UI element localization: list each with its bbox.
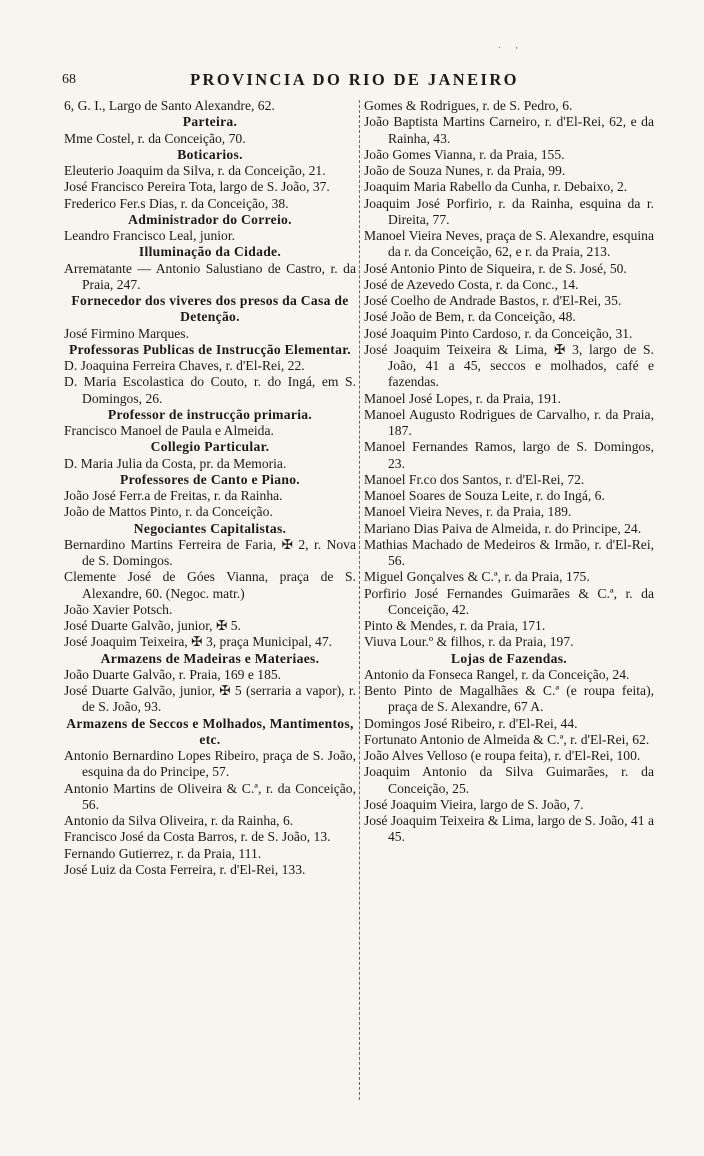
directory-entry: Mariano Dias Paiva de Almeida, r. do Principe, 24. xyxy=(364,520,642,536)
directory-entry: Manoel José Lopes, r. da Praia, 191. xyxy=(364,390,562,406)
section-heading: Armazens de Seccos e Molhados, Mantimentos, etc. xyxy=(66,715,354,747)
directory-entry: Miguel Gonçalves & C.ª, r. da Praia, 175. xyxy=(364,569,590,585)
directory-entry: Antonio da Silva Oliveira, r. da Rainha, 6. xyxy=(64,813,294,828)
directory-entry: Francisco Manoel de Paula e Almeida. xyxy=(64,423,274,438)
directory-entry: José Luiz da Costa Ferreira, r. d'El-Rei, 133. xyxy=(64,861,306,877)
corner-marks: . , xyxy=(498,40,524,51)
directory-entry: José Duarte Galvão, junior, ✠ 5. xyxy=(64,618,241,633)
directory-entry: Fernando Gutierrez, r. da Praia, 111. xyxy=(64,845,262,861)
directory-entry: José Duarte Galvão, junior, ✠ 5 (serraria a vapor), r. de S. João, 93. xyxy=(64,683,356,715)
directory-entry: Manoel Vieira Neves, praça de S. Alexandre, esquina da r. da Conceição, 62, e r. da Praia, 213. xyxy=(364,228,654,260)
section-heading: Collegio Particular. xyxy=(150,439,270,455)
directory-entry: Francisco José da Costa Barros, r. de S. João, 13. xyxy=(64,829,331,845)
directory-entry: José Joaquim Teixeira & Lima, ✠ 3, largo de S. João, 41 a 45, seccos e molhados, café e fazendas. xyxy=(364,341,654,390)
left-column xyxy=(64,98,356,878)
right-column xyxy=(364,98,654,846)
section-heading: Boticarios. xyxy=(177,146,243,162)
section-heading: Professores de Canto e Piano. xyxy=(120,471,300,487)
directory-entry: Viuva Lour.º & filhos, r. da Praia, 197. xyxy=(364,634,574,650)
column-divider xyxy=(359,100,360,1100)
directory-entry: José Joaquim Vieira, largo de S. João, 7. xyxy=(364,796,584,812)
directory-entry: José Joaquim Teixeira, ✠ 3, praça Municipal, 47. xyxy=(64,634,333,650)
directory-entry: D. Maria Julia da Costa, pr. da Memoria. xyxy=(64,455,287,471)
directory-entry: Mme Costel, r. da Conceição, 70. xyxy=(64,130,246,146)
directory-entry: Eleuterio Joaquim da Silva, r. da Conceição, 21. xyxy=(64,163,326,178)
page-number: 68 xyxy=(62,72,76,87)
directory-entry: Clemente José de Góes Vianna, praça de S. Alexandre, 60. (Negoc. matr.) xyxy=(64,569,356,601)
directory-entry: Antonio Bernardino Lopes Ribeiro, praça de S. João, esquina da do Principe, 57. xyxy=(64,748,356,780)
directory-entry: Leandro Francisco Leal, junior. xyxy=(64,228,235,243)
directory-entry: João Baptista Martins Carneiro, r. d'El-Rei, 62, e da Rainha, 43. xyxy=(364,114,654,146)
section-heading: Parteira. xyxy=(182,114,238,130)
directory-entry: Mathias Machado de Medeiros & Irmão, r. d'El-Rei, 56. xyxy=(364,536,654,568)
page-header xyxy=(62,70,647,92)
directory-entry: João José Ferr.a de Freitas, r. da Rainha. xyxy=(64,488,283,503)
directory-entry: Manoel Soares de Souza Leite, r. do Ingá, 6. xyxy=(364,488,605,503)
section-heading: Administrador do Correio. xyxy=(128,211,292,227)
directory-entry: Bernardino Martins Ferreira de Faria, ✠ 2, r. Nova de S. Domingos. xyxy=(64,536,356,568)
section-heading: Professor de instrucção primaria. xyxy=(107,406,313,422)
section-heading: Negociantes Capitalistas. xyxy=(133,520,287,536)
directory-entry: João Gomes Vianna, r. da Praia, 155. xyxy=(364,146,565,162)
directory-entry: José Firmino Marques. xyxy=(64,325,189,341)
directory-entry: Manoel Fr.co dos Santos, r. d'El-Rei, 72. xyxy=(364,471,585,487)
directory-entry: D. Maria Escolastica do Couto, r. do Ingá, em S. Domingos, 26. xyxy=(64,374,356,406)
directory-entry: José Joaquim Pinto Cardoso, r. da Conceição, 31. xyxy=(364,325,633,341)
directory-entry: Domingos José Ribeiro, r. d'El-Rei, 44. xyxy=(364,715,578,731)
directory-entry: João Xavier Potsch. xyxy=(64,601,173,617)
directory-entry: Antonio Martins de Oliveira & C.ª, r. da Conceição, 56. xyxy=(64,780,356,812)
directory-entry: José Joaquim Teixeira & Lima, largo de S. João, 41 a 45. xyxy=(364,813,654,845)
directory-entry: José Antonio Pinto de Siqueira, r. de S. José, 50. xyxy=(364,260,627,276)
directory-entry: João de Souza Nunes, r. da Praia, 99. xyxy=(364,163,566,178)
directory-entry: Joaquim José Porfirio, r. da Rainha, esquina da r. Direita, 77. xyxy=(364,195,654,227)
directory-entry: Manoel Augusto Rodrigues de Carvalho, r. da Praia, 187. xyxy=(364,406,654,438)
section-heading: Professoras Publicas de Instrucção Elementar. xyxy=(69,341,351,357)
section-heading: Lojas de Fazendas. xyxy=(450,650,568,666)
directory-entry: João de Mattos Pinto, r. da Conceição. xyxy=(64,504,273,520)
directory-entry: Manoel Vieira Neves, r. da Praia, 189. xyxy=(364,504,572,520)
directory-entry: Porfirio José Fernandes Guimarães & C.ª, r. da Conceição, 42. xyxy=(364,585,654,617)
directory-entry: João Alves Velloso (e roupa feita), r. d'El-Rei, 100. xyxy=(364,748,641,763)
directory-entry: José Francisco Pereira Tota, largo de S. João, 37. xyxy=(64,179,330,195)
directory-entry: Frederico Fer.s Dias, r. da Conceição, 38. xyxy=(64,195,289,211)
directory-entry: José Coelho de Andrade Bastos, r. d'El-Rei, 35. xyxy=(364,293,622,308)
page-title: PROVINCIA DO RIO DE JANEIRO xyxy=(190,70,519,89)
directory-entry: D. Joaquina Ferreira Chaves, r. d'El-Rei, 22. xyxy=(64,358,305,373)
directory-entry: Antonio da Fonseca Rangel, r. da Conceição, 24. xyxy=(364,666,630,682)
directory-entry: Joaquim Antonio da Silva Guimarães, r. da Conceição, 25. xyxy=(364,764,654,796)
directory-entry: Pinto & Mendes, r. da Praia, 171. xyxy=(364,618,546,633)
section-heading: Armazens de Madeiras e Materiaes. xyxy=(100,650,320,666)
directory-entry: 6, G. I., Largo de Santo Alexandre, 62. xyxy=(64,98,275,113)
directory-entry: Joaquim Maria Rabello da Cunha, r. Debaixo, 2. xyxy=(364,179,628,195)
directory-entry: José de Azevedo Costa, r. da Conc., 14. xyxy=(364,276,579,292)
section-heading: Fornecedor dos viveres dos presos da Casa de Detenção. xyxy=(71,293,349,325)
directory-entry: José João de Bem, r. da Conceição, 48. xyxy=(364,309,576,325)
directory-entry: Bento Pinto de Magalhães & C.ª (e roupa feita), praça de S. Alexandre, 67 A. xyxy=(364,683,654,715)
directory-entry: Gomes & Rodrigues, r. de S. Pedro, 6. xyxy=(364,98,573,113)
directory-entry: Manoel Fernandes Ramos, largo de S. Domingos, 23. xyxy=(364,439,654,471)
directory-entry: João Duarte Galvão, r. Praia, 169 e 185. xyxy=(64,666,282,682)
directory-entry: Fortunato Antonio de Almeida & C.ª, r. d'El-Rei, 62. xyxy=(364,731,650,747)
section-heading: Illuminação da Cidade. xyxy=(138,244,282,260)
directory-entry: Arrematante — Antonio Salustiano de Castro, r. da Praia, 247. xyxy=(64,260,356,292)
